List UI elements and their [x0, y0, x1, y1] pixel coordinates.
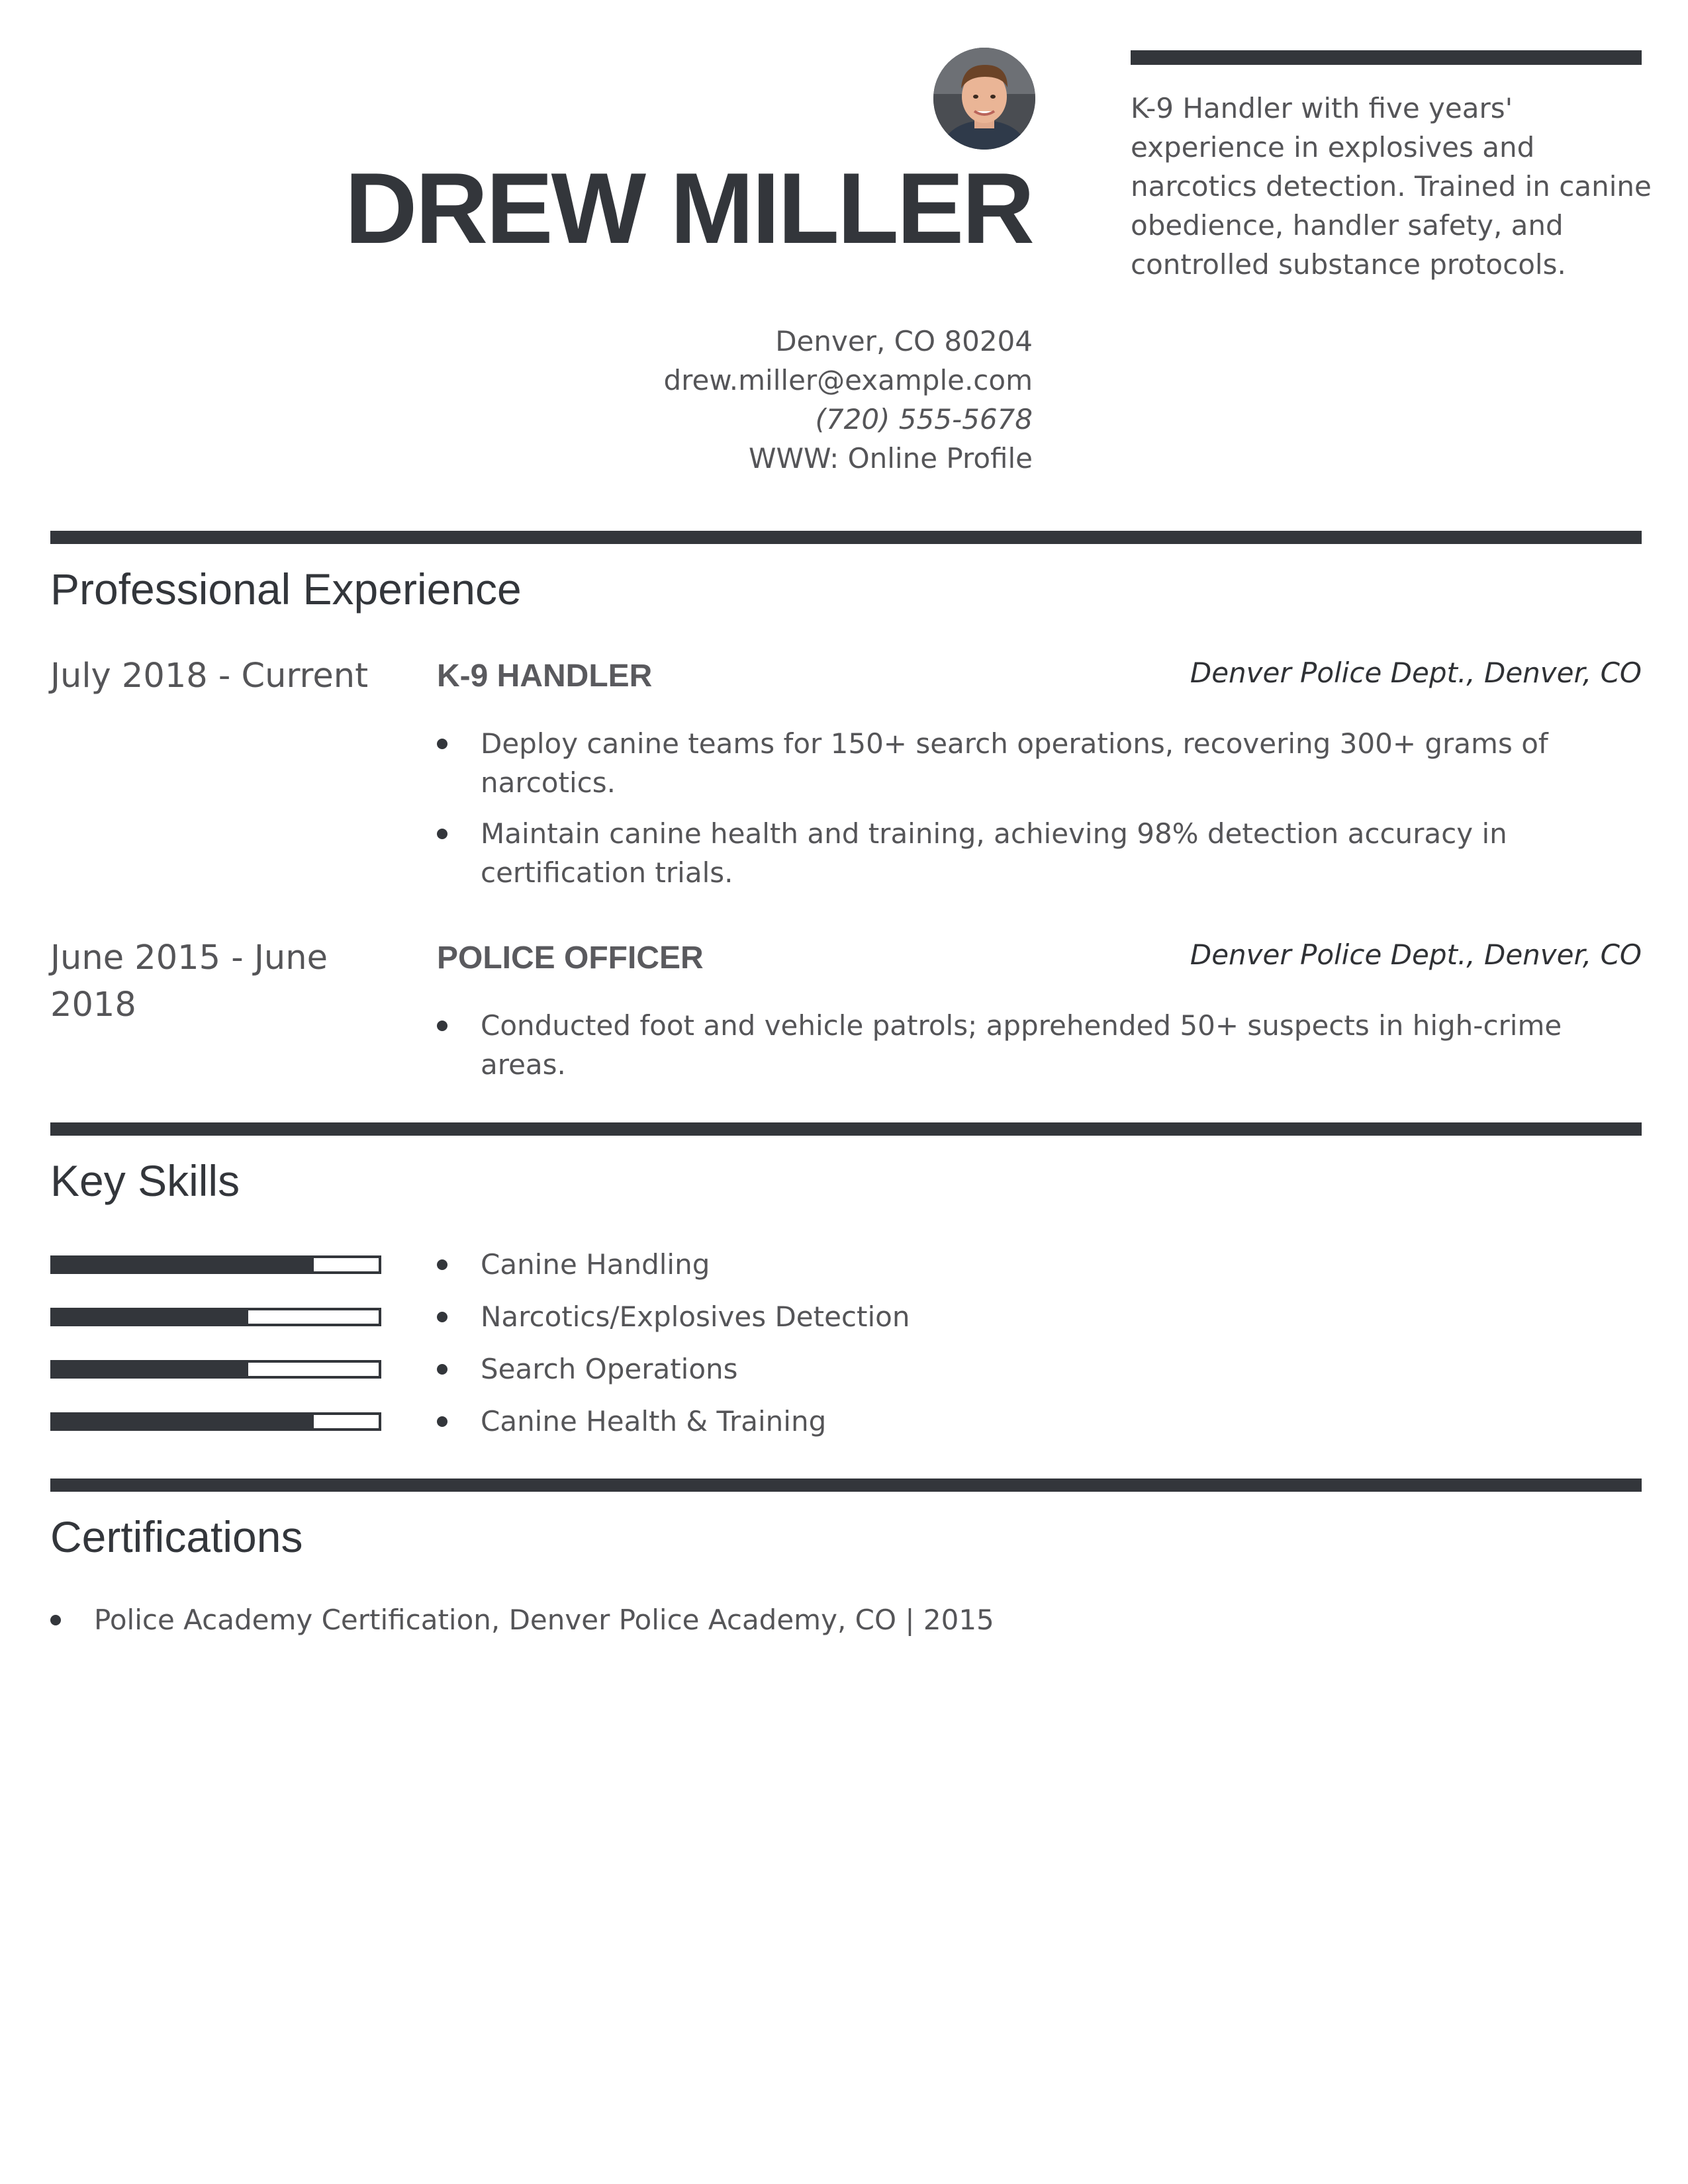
- skill-label: Canine Handling: [437, 1245, 710, 1284]
- certifications-list: [50, 1600, 1639, 1639]
- section-divider-skills: [50, 1122, 1642, 1136]
- job-dates: June 2015 - June 2018: [50, 938, 328, 1024]
- contact-website[interactable]: WWW: Online Profile: [748, 442, 1033, 475]
- contact-phone[interactable]: (720) 555-5678: [815, 403, 1033, 435]
- skill-level-fill: [53, 1363, 248, 1376]
- skill-level-bar: [50, 1412, 381, 1431]
- job-employer: Denver Police Dept., Denver, CO: [1190, 938, 1642, 971]
- skill-row: [50, 1245, 1374, 1284]
- job-dates: July 2018 - Current: [50, 657, 369, 696]
- job-bullet: Maintain canine health and training, achieving 98% detection accuracy in certification trials.: [437, 814, 1642, 892]
- section-heading-skills: Key Skills: [50, 1156, 240, 1205]
- avatar-icon: [933, 48, 1035, 150]
- section-divider-certifications: [50, 1479, 1642, 1492]
- job-title: K-9 HANDLER: [437, 659, 653, 694]
- job-bullets: [437, 1006, 1642, 1084]
- skill-level-bar: [50, 1360, 381, 1379]
- contact-info: [663, 322, 1033, 478]
- skill-level-bar: [50, 1255, 381, 1274]
- skill-label: Narcotics/Explosives Detection: [437, 1297, 910, 1336]
- skill-level-bar: [50, 1308, 381, 1326]
- skill-level-fill: [53, 1415, 314, 1428]
- contact-location: Denver, CO 80204: [775, 325, 1033, 357]
- job-title: POLICE OFFICER: [437, 940, 704, 976]
- professional-summary: K-9 Handler with five years' experience in explosives and narcotics detection. Trained in canine obedience, handler safety, and controlled substance protocols.: [1131, 92, 1652, 281]
- section-heading-certifications: Certifications: [50, 1512, 303, 1561]
- skill-row: [50, 1402, 1374, 1441]
- job-bullets: [437, 724, 1642, 892]
- skill-label: Canine Health & Training: [437, 1402, 826, 1441]
- summary-divider: [1131, 50, 1642, 65]
- skill-row: [50, 1349, 1374, 1388]
- section-heading-experience: Professional Experience: [50, 565, 522, 614]
- contact-email[interactable]: drew.miller@example.com: [663, 364, 1033, 396]
- section-divider-experience: [50, 531, 1642, 544]
- skill-level-fill: [53, 1258, 314, 1271]
- skill-label: Search Operations: [437, 1349, 738, 1388]
- job-bullet: Conducted foot and vehicle patrols; apprehended 50+ suspects in high-crime areas.: [437, 1006, 1642, 1084]
- job-employer: Denver Police Dept., Denver, CO: [1190, 657, 1642, 689]
- profile-photo: [933, 48, 1035, 150]
- candidate-name: DREW MILLER: [344, 152, 1033, 265]
- certification-item: Police Academy Certification, Denver Police Academy, CO | 2015: [50, 1600, 1639, 1639]
- skill-level-fill: [53, 1310, 248, 1324]
- job-bullet: Deploy canine teams for 150+ search operations, recovering 300+ grams of narcotics.: [437, 724, 1642, 802]
- skill-row: [50, 1297, 1374, 1336]
